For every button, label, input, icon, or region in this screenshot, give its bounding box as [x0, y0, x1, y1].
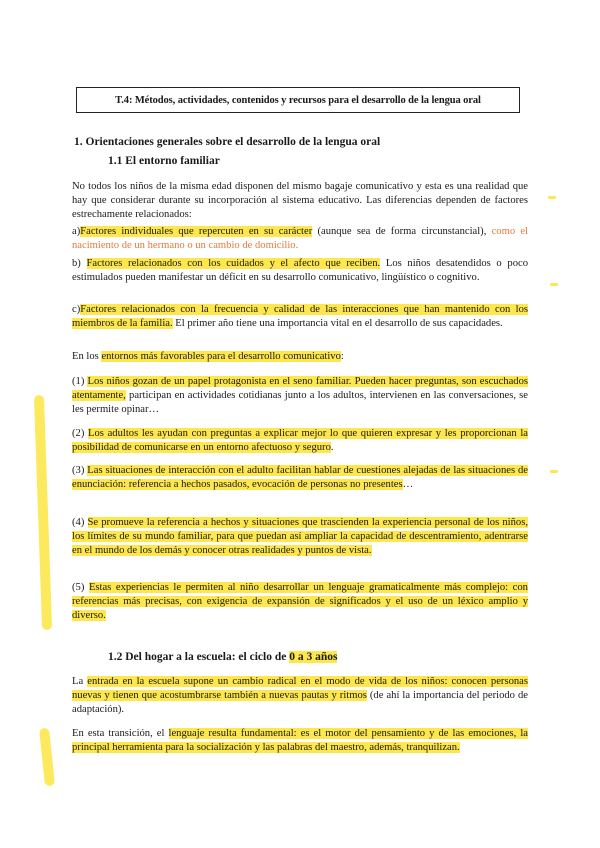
list-item-3: (3) Las situaciones de interacción con el adulto facilitan hablar de cuestiones alejadas de las situaciones de enunciación: referencia a hechos pasados, evocación de personas no presentes…	[72, 465, 528, 491]
list-item-5: (5) Estas experiencias le permiten al niño desarrollar un lenguaje gramaticalmente más complejo: con referencias más precisas, con exigencia de expansión de significados y el uso de un léxico amplio y diverso.	[72, 582, 528, 622]
transition-paragraph: En esta transición, el lenguaje resulta fundamental: es el motor del pensamiento y de las emociones, la principal herramienta para la socialización y las palabras del maestro, además, tranquilizan.	[72, 728, 528, 754]
intro-paragraph: No todos los niños de la misma edad disponen del mismo bagaje comunicativo y esta es una realidad que hay que considerar durante su incorporación al sistema educativo. Las diferencias dependen de factores estrechamente relacionados:	[72, 181, 528, 221]
margin-highlight-mark	[548, 196, 556, 199]
title-box	[76, 87, 520, 113]
factor-a-paragraph: a)Factores individuales que repercuten en su carácter (aunque sea de forma circunstancial), como el nacimiento de un hermano o un cambio de domicilio.	[72, 226, 528, 252]
margin-highlight-mark	[34, 395, 52, 630]
subsection-heading-1-2: 1.2 Del hogar a la escuela: el ciclo de 0 a 3 años	[108, 651, 338, 663]
list-item-4: (4) Se promueve la referencia a hechos y situaciones que trascienden la experiencia personal de los niños, los límites de su mundo familiar, para que puedan así ampliar la capacidad de descentramiento, adentrarse en el mundo de los demás y conocer otras realidades y puntos de vista.	[72, 517, 528, 557]
factor-a-highlight: Factores individuales que repercuten en su carácter	[80, 226, 313, 237]
favorable-environments-paragraph: En los entornos más favorables para el desarrollo comunicativo:	[72, 351, 344, 362]
factor-c-highlight: Factores relacionados con la frecuencia y calidad de las interacciones que han mantenido con los miembros de la familia.	[72, 304, 528, 330]
margin-highlight-mark	[39, 728, 55, 787]
margin-highlight-mark	[550, 283, 558, 286]
margin-highlight-mark	[550, 470, 558, 473]
list-item-1: (1) Los niños gozan de un papel protagonista en el seno familiar. Pueden hacer preguntas, son escuchados atentamente, participan en actividades cotidianas junto a los adultos, intervienen en las conversaciones, se les permite opinar…	[72, 376, 528, 416]
factor-b-highlight: Factores relacionados con los cuidados y el afecto que reciben.	[86, 258, 381, 269]
document-title: T.4: Métodos, actividades, contenidos y recursos para el desarrollo de la lengua oral	[115, 94, 481, 106]
list-item-2: (2) Los adultos les ayudan con preguntas a explicar mejor lo que quieren expresar y les proporcionan la posibilidad de comunicarse en un entorno afectuoso y seguro.	[72, 428, 528, 454]
favorable-environments-highlight: entornos más favorables para el desarrollo comunicativo	[101, 351, 341, 362]
factor-b-paragraph: b) Factores relacionados con los cuidados y el afecto que reciben. Los niños desatendidos o poco estimulados pueden manifestar un déficit en su desarrollo comunicativo, lingüístico o cognitivo.	[72, 258, 528, 284]
school-entry-paragraph: La entrada en la escuela supone un cambio radical en el modo de vida de los niños: conocen personas nuevas y tienen que acostumbrarse también a nuevas pautas y ritmos (de ahí la importancia del periodo de adaptación).	[72, 676, 528, 716]
subsection-heading-1-1: 1.1 El entorno familiar	[108, 155, 220, 167]
factor-c-paragraph: c)Factores relacionados con la frecuencia y calidad de las interacciones que han mantenido con los miembros de la familia. El primer año tiene una importancia vital en el desarrollo de sus capacidades.	[72, 304, 528, 330]
factor-a-orange-text: como el nacimiento de un hermano o un cambio de domicilio.	[72, 226, 528, 252]
section-heading: 1. Orientaciones generales sobre el desarrollo de la lengua oral	[74, 136, 381, 148]
age-range-highlight: 0 a 3 años	[289, 651, 338, 663]
